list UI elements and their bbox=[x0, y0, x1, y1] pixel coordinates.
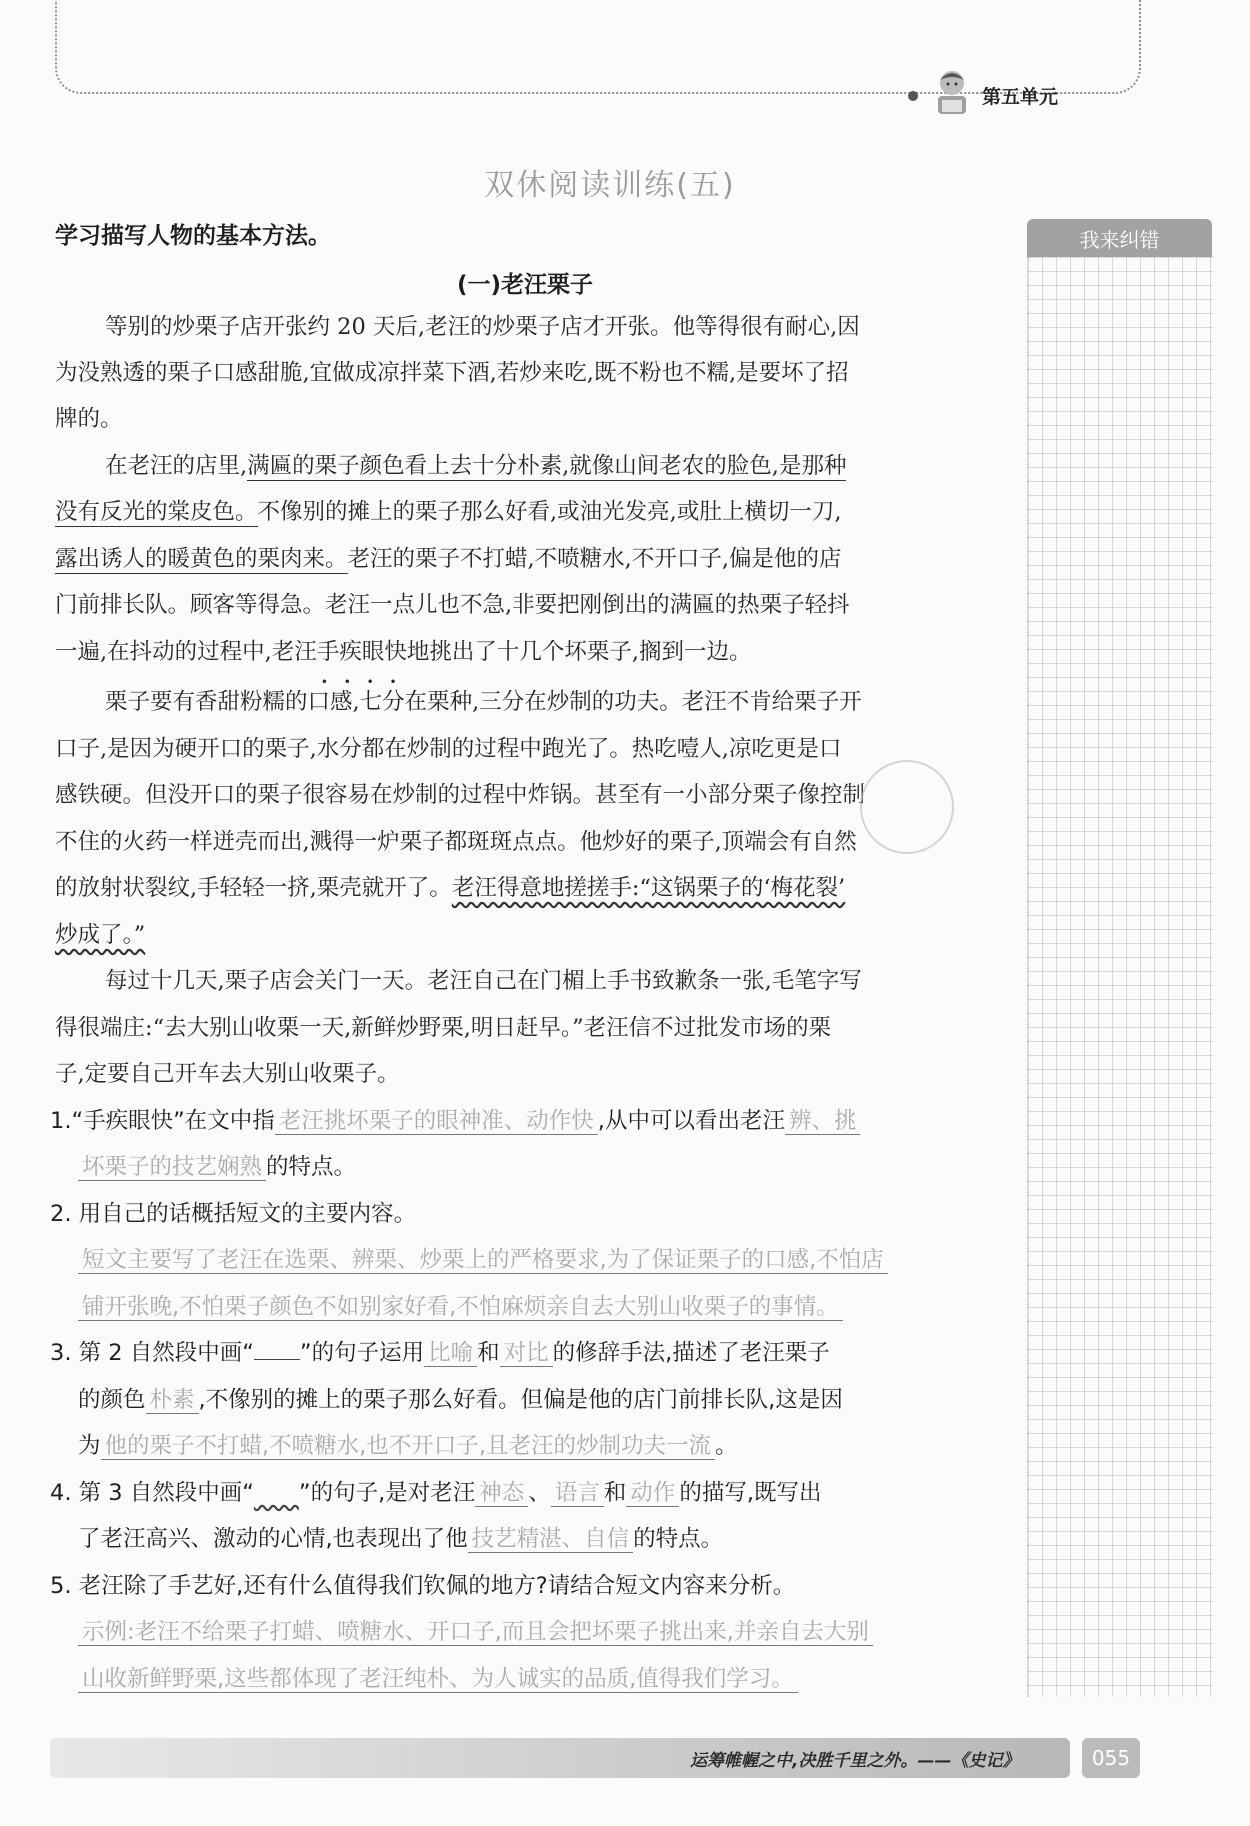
underline-symbol bbox=[254, 1341, 300, 1360]
header-frame bbox=[55, 0, 1141, 94]
wavy-sentence: 老汪得意地搓搓手:“这锅栗子的‘梅花裂’ bbox=[451, 875, 846, 901]
question-2: 2. 用自己的话概括短文的主要内容。 bbox=[50, 1201, 417, 1227]
correction-tab: 我来纠错 bbox=[1027, 219, 1212, 257]
passage-line: 栗子要有香甜粉糯的口感,七分在栗种,三分在炒制的功夫。老汪不肯给栗子开 bbox=[105, 689, 862, 715]
answer-text: 对比 bbox=[500, 1340, 553, 1367]
unit-label: 第五单元 bbox=[982, 86, 1059, 108]
answer-text: 神态 bbox=[475, 1480, 528, 1507]
answer-text: 技艺精湛、自信 bbox=[468, 1526, 634, 1553]
answer-text: 语言 bbox=[551, 1480, 604, 1507]
boy-reading-icon bbox=[930, 68, 974, 118]
answer-line: 示例:老汪不给栗子打蜡、喷糖水、开口子,而且会把坏栗子挑出来,并亲自去大别 bbox=[78, 1615, 1028, 1649]
passage-line: 得很端庄:“去大别山收栗一天,新鲜炒野栗,明日赶早。”老汪信不过批发市场的栗 bbox=[55, 1015, 832, 1041]
underlined-sentence: 没有反光的棠皮色。 bbox=[55, 499, 258, 525]
passage-line bbox=[55, 918, 995, 952]
passage-line: 门前排长队。顾客等得急。老汪一点儿也不急,非要把刚倒出的满匾的热栗子轻抖 bbox=[55, 592, 850, 618]
passage-line: 一遍,在抖动的过程中,老汪手疾眼快 • • • •地挑出了十几个坏栗子,搁到一边。 bbox=[55, 635, 995, 669]
bullet-dot bbox=[908, 91, 918, 101]
question-3-cont: 为 他的栗子不打蜡,不喷糖水,也不开口子,且老汪的炒制功夫一流 。 bbox=[78, 1433, 738, 1459]
learning-objective: 学习描写人物的基本方法。 bbox=[55, 223, 331, 249]
question-3-cont: 的颜色 朴素 ,不像别的摊上的栗子那么好看。但偏是他的店门前排长队,这是因 bbox=[78, 1387, 843, 1413]
answer-text: 他的栗子不打蜡,不喷糖水,也不开口子,且老汪的炒制功夫一流 bbox=[101, 1433, 715, 1460]
footer-quote: 运筹帷幄之中,决胜千里之外。——《史记》 bbox=[690, 1751, 1020, 1771]
answer-text: 动作 bbox=[626, 1480, 679, 1507]
question-5: 5. 老汪除了手艺好,还有什么值得我们钦佩的地方?请结合短文内容来分析。 bbox=[50, 1573, 796, 1599]
question-4-cont: 了老汪高兴、激动的心情,也表现出了他 技艺精湛、自信 的特点。 bbox=[78, 1526, 724, 1552]
page-number: 055 bbox=[1082, 1738, 1140, 1778]
passage-line: 口子,是因为硬开口的栗子,水分都在炒制的过程中跑光了。热吃噎人,凉吃更是口 bbox=[55, 736, 842, 762]
answer-text: 朴素 bbox=[146, 1387, 199, 1414]
passage-line: 子,定要自己开车去大别山收栗子。 bbox=[55, 1061, 400, 1087]
underlined-sentence: 满匾的栗子颜色看上去十分朴素,就像山间老农的脸色,是那种 bbox=[247, 453, 847, 479]
lesson-title: 双休阅读训练(五) bbox=[484, 168, 736, 203]
correction-grid bbox=[1027, 257, 1213, 1697]
passage-line: 感铁硬。但没开口的栗子很容易在炒制的过程中炸锅。甚至有一小部分栗子像控制 bbox=[55, 782, 866, 808]
answer-line: 山收新鲜野栗,这些都体现了老汪纯朴、为人诚实的品质,值得我们学习。 bbox=[78, 1662, 1028, 1696]
passage-line: 为没熟透的栗子口感甜脆,宜做成凉拌菜下酒,若炒来吃,既不粉也不糯,是要坏了招 bbox=[55, 360, 849, 386]
question-4: 4. 第 3 自然段中画“ ”的句子,是对老汪 神态 、 语言 和 动作 的描写,既写出 bbox=[50, 1476, 1000, 1510]
question-1: 1.“手疾眼快”在文中指 老汪挑坏栗子的眼神准、动作快 ,从中可以看出老汪 辨、挑 bbox=[50, 1104, 1000, 1138]
passage-line: 露出诱人的暖黄色的栗肉来。老汪的栗子不打蜡,不喷糖水,不开口子,偏是他的店 bbox=[55, 546, 842, 572]
question-3: 3. 第 2 自然段中画“ ”的句子运用 比喻 和 对比 的修辞手法,描述了老汪栗子 bbox=[50, 1340, 830, 1366]
passage-line: 没有反光的棠皮色。不像别的摊上的栗子那么好看,或油光发亮,或肚上横切一刀, bbox=[55, 499, 842, 525]
passage-line: 不住的火药一样迸壳而出,溅得一炉栗子都斑斑点点。他炒好的栗子,顶端会有自然 bbox=[55, 829, 857, 855]
passage-line: 牌的。 bbox=[55, 406, 123, 432]
passage-line: 每过十几天,栗子店会关门一天。老汪自己在门楣上手书致歉条一张,毛笔字写 bbox=[105, 968, 862, 994]
answer-text: 坏栗子的技艺娴熟 bbox=[78, 1154, 266, 1181]
answer-line: 铺开张晚,不怕栗子颜色不如别家好看,不怕麻烦亲自去大别山收栗子的事情。 bbox=[78, 1290, 1028, 1324]
wavy-symbol bbox=[254, 1476, 299, 1510]
answer-text: 老汪挑坏栗子的眼神准、动作快 bbox=[275, 1108, 598, 1135]
stamp-seal bbox=[860, 760, 954, 854]
passage-line: 在老汪的店里,满匾的栗子颜色看上去十分朴素,就像山间老农的脸色,是那种 bbox=[105, 453, 847, 479]
answer-line: 短文主要写了老汪在选栗、辨栗、炒栗上的严格要求,为了保证栗子的口感,不怕店 bbox=[78, 1243, 1028, 1277]
passage-line: 等别的炒栗子店开张约 20 天后,老汪的炒栗子店才开张。他等得很有耐心,因 bbox=[105, 314, 860, 340]
section-title: (一)老汪栗子 bbox=[456, 272, 594, 298]
emphasis-dotted-word: 手疾眼快 • • • • bbox=[317, 639, 407, 665]
underlined-sentence: 露出诱人的暖黄色的栗肉来。 bbox=[55, 546, 348, 572]
question-1-cont: 坏栗子的技艺娴熟 的特点。 bbox=[78, 1150, 1028, 1184]
passage-line: 的放射状裂纹,手轻轻一挤,栗壳就开了。老汪得意地搓搓手:“这锅栗子的‘梅花裂’ bbox=[55, 875, 846, 901]
answer-text: 辨、挑 bbox=[785, 1108, 861, 1135]
answer-text: 比喻 bbox=[424, 1340, 477, 1367]
wavy-sentence: 炒成了。” bbox=[55, 922, 146, 948]
